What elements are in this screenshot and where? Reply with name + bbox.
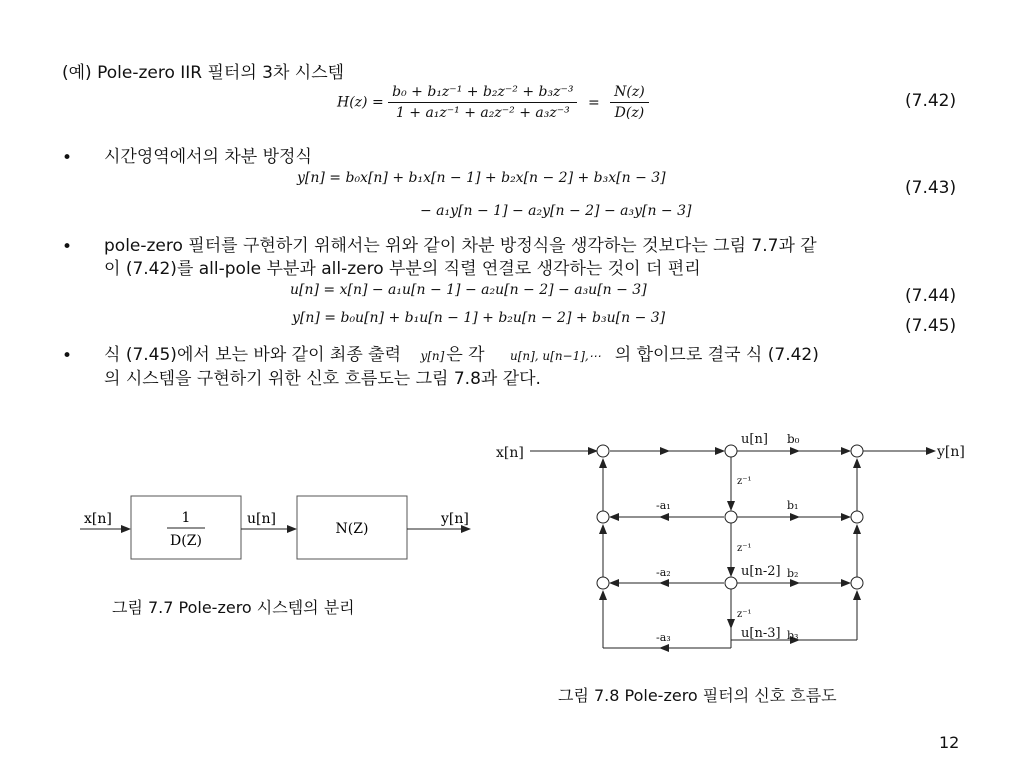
eq742-denominator: 1 + a₁z⁻¹ + a₂z⁻² + a₃z⁻³ (395, 105, 570, 121)
bullet3-line2: 의 시스템을 구현하기 위한 신호 흐름도는 그림 7.8과 같다. (104, 369, 541, 389)
fig77-block1-den: D(Z) (170, 533, 202, 549)
eq745: y[n] = b₀u[n] + b₁u[n − 1] + b₂u[n − 2] + b₃u[n − 3] (292, 310, 666, 326)
sum-node (851, 445, 863, 457)
fig78-b2: b₂ (787, 567, 799, 580)
bullet3-math1: y[n] (420, 349, 445, 363)
bullet3-math2: u[n], u[n−1],⋯ (509, 349, 601, 363)
sum-node (597, 445, 609, 457)
figure-7-8 (530, 445, 935, 648)
sum-node (851, 511, 863, 523)
bullet3-part2: 은 각 (446, 345, 485, 365)
fig78-b3: b₃ (787, 629, 799, 642)
fig78-labels (496, 432, 965, 644)
eq744-number: (7.44) (905, 286, 957, 306)
example-title: (예) Pole-zero IIR 필터의 3차 시스템 (62, 63, 345, 83)
bullet2-line2: 이 (7.42)를 all-pole 부분과 all-zero 부분의 직렬 연결로 생각하는 것이 더 편리 (104, 259, 701, 279)
bullet3-part3: 의 합이므로 결국 식 (7.42) (614, 345, 819, 365)
fig78-b0: b₀ (787, 432, 800, 446)
bullet-dot: • (62, 346, 73, 366)
eq743-line2: − a₁y[n − 1] − a₂y[n − 2] − a₃y[n − 3] (420, 203, 692, 219)
fig77-input-label: x[n] (84, 511, 112, 527)
branch-node (725, 445, 737, 457)
eq742-numerator: b₀ + b₁z⁻¹ + b₂z⁻² + b₃z⁻³ (388, 84, 577, 103)
fig78-b1: b₁ (787, 499, 799, 512)
fig78-un: u[n] (741, 432, 768, 447)
fig78-a2: -a₂ (656, 566, 671, 579)
fig78-un2: u[n-2] (741, 564, 781, 579)
eq742-lhs: H(z) = (337, 94, 384, 111)
sum-node (851, 577, 863, 589)
figure-7-7 (80, 496, 470, 559)
eq745-number: (7.45) (905, 316, 957, 336)
fig78-z2: z⁻¹ (737, 543, 752, 554)
fig78-z3: z⁻¹ (737, 609, 752, 620)
eq742-rhs-num: N(z) (610, 84, 649, 103)
fig77-caption: 그림 7.7 Pole-zero 시스템의 분리 (112, 598, 355, 617)
eq744: u[n] = x[n] − a₁u[n − 1] − a₂u[n − 2] − a₃u[n − 3] (290, 282, 647, 298)
bullet-dot: • (62, 148, 73, 168)
fig77-block1-num: 1 (181, 510, 191, 526)
branch-node (725, 511, 737, 523)
fig77-middle-label: u[n] (247, 511, 276, 527)
bullet1-text: 시간영역에서의 차분 방정식 (104, 147, 312, 167)
fig78-a3: -a₃ (656, 631, 671, 644)
eq743-number: (7.43) (905, 178, 957, 198)
bullet-dot: • (62, 237, 73, 257)
bullet3-part1: 식 (7.45)에서 보는 바와 같이 최종 출력 (104, 345, 402, 365)
fig78-input: x[n] (496, 445, 524, 461)
sum-node (597, 511, 609, 523)
page-number: 12 (939, 733, 960, 752)
eq742-number: (7.42) (905, 91, 957, 111)
eq743-line1: y[n] = b₀x[n] + b₁x[n − 1] + b₂x[n − 2] + b₃x[n − 3] (297, 170, 666, 186)
fig78-un3: u[n-3] (741, 626, 781, 641)
eq742-rhs-den: D(z) (614, 105, 645, 121)
fig78-a1: -a₁ (656, 499, 671, 512)
branch-node (725, 577, 737, 589)
bullet2-line1: pole-zero 필터를 구현하기 위해서는 위와 같이 차분 방정식을 생각하는 것보다는 그림 7.7과 같 (104, 236, 817, 256)
sum-node (597, 577, 609, 589)
fig77-block2-label: N(Z) (335, 521, 369, 537)
fig78-output: y[n] (937, 444, 965, 460)
fig77-output-label: y[n] (441, 511, 469, 527)
eq742-equals: = (587, 94, 600, 111)
fig78-z1: z⁻¹ (737, 476, 752, 487)
fig78-caption: 그림 7.8 Pole-zero 필터의 신호 흐름도 (558, 686, 837, 705)
